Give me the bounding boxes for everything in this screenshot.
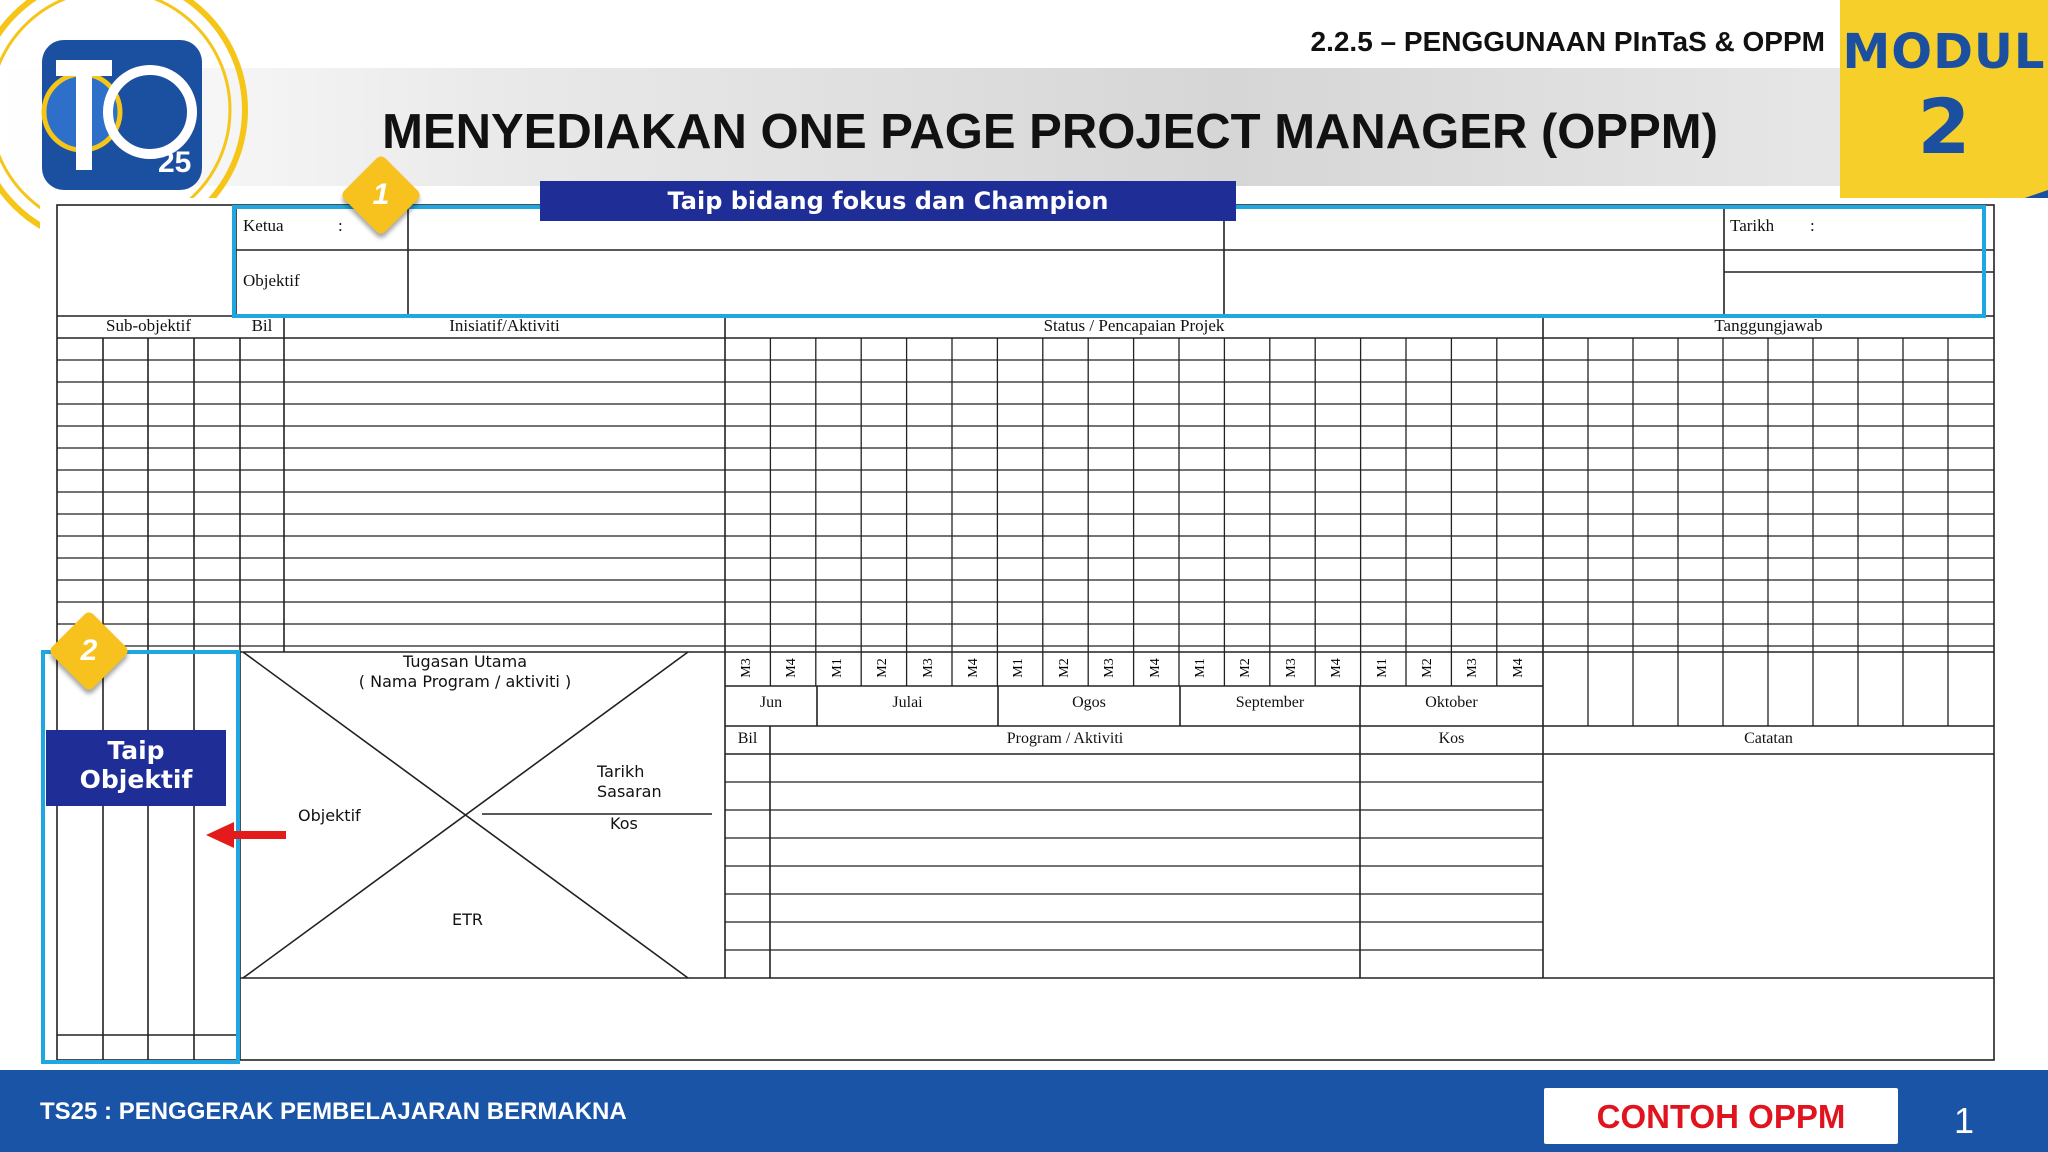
month-ogos: Ogos bbox=[1072, 694, 1106, 711]
month-jun: Jun bbox=[759, 694, 783, 711]
week-label: M1 bbox=[1193, 658, 1208, 678]
kos-header: Kos bbox=[1438, 730, 1465, 747]
tarikh-sasaran-line1: Tarikh bbox=[597, 762, 645, 781]
week-label: M4 bbox=[966, 658, 981, 678]
bil-header: Bil bbox=[251, 316, 273, 335]
week-label: M2 bbox=[1420, 658, 1435, 678]
callout-2-line2: Objektif bbox=[79, 765, 193, 794]
week-label: M1 bbox=[1374, 658, 1390, 678]
bil-lower-header: Bil bbox=[737, 730, 758, 747]
week-label: M4 bbox=[1147, 658, 1163, 678]
week-label: M1 bbox=[829, 658, 845, 678]
callout-2-number: 2 bbox=[80, 634, 98, 667]
week-label: M4 bbox=[1510, 658, 1526, 678]
callout-2-line1: Taip bbox=[107, 736, 165, 765]
ketua-colon: : bbox=[338, 216, 343, 235]
week-label: M2 bbox=[1238, 658, 1254, 678]
callout-1-frame bbox=[232, 205, 1986, 318]
page-number: 1 bbox=[1954, 1100, 1975, 1141]
contoh-label: CONTOH OPPM bbox=[1596, 1098, 1846, 1135]
tugasan-utama-label: Tugasan Utama bbox=[403, 652, 527, 671]
week-label: M3 bbox=[1283, 658, 1299, 678]
nama-program-label: ( Nama Program / aktiviti ) bbox=[358, 672, 572, 691]
week-label: M3 bbox=[920, 658, 936, 678]
left-arrow-icon bbox=[206, 820, 288, 850]
month-september: September bbox=[1235, 694, 1305, 711]
diagram-objektif-label: Objektif bbox=[298, 806, 361, 825]
tarikh-label: Tarikh bbox=[1730, 216, 1775, 235]
tarikh-colon: : bbox=[1810, 216, 1815, 235]
program-aktiviti-header: Program / Aktiviti bbox=[1006, 730, 1124, 747]
callout-1-number: 1 bbox=[372, 178, 390, 211]
week-label: M4 bbox=[1329, 658, 1345, 678]
week-label: M3 bbox=[739, 658, 754, 678]
week-label: M1 bbox=[1011, 658, 1027, 678]
week-label: M3 bbox=[1102, 658, 1118, 678]
section-code: 2.2.5 – PENGGUNAAN PInTaS & OPPM bbox=[1310, 26, 1825, 57]
tanggungjawab-header: Tanggungjawab bbox=[1714, 316, 1823, 335]
status-header: Status / Pencapaian Projek bbox=[1043, 316, 1225, 335]
week-label: M3 bbox=[1465, 658, 1481, 678]
inisiatif-header: Inisiatif/Aktiviti bbox=[449, 316, 560, 335]
week-label: M4 bbox=[784, 658, 800, 678]
tarikh-sasaran-line2: Sasaran bbox=[597, 782, 662, 801]
week-label: M2 bbox=[875, 658, 891, 678]
etr-label: ETR bbox=[452, 910, 483, 929]
sub-objektif-header: Sub-objektif bbox=[106, 316, 191, 335]
catatan-header: Catatan bbox=[1744, 730, 1793, 747]
month-oktober: Oktober bbox=[1425, 694, 1478, 711]
objektif-label: Objektif bbox=[243, 271, 300, 290]
ketua-label: Ketua bbox=[243, 216, 284, 235]
modul-label: MODUL bbox=[1842, 24, 2046, 80]
modul-number: 2 bbox=[1917, 82, 1971, 171]
callout-2-frame bbox=[41, 650, 240, 1064]
month-julai: Julai bbox=[892, 694, 923, 711]
callout-2-box bbox=[46, 730, 226, 806]
page-title: MENYEDIAKAN ONE PAGE PROJECT MANAGER (OPPM) bbox=[382, 105, 1718, 159]
callout-1-text: Taip bidang fokus dan Champion bbox=[540, 181, 1236, 221]
footer-tagline: TS25 : PENGGERAK PEMBELAJARAN BERMAKNA bbox=[40, 1098, 627, 1125]
diagram-kos-label: Kos bbox=[610, 814, 638, 833]
week-label: M2 bbox=[1056, 658, 1072, 678]
logo-number: 25 bbox=[158, 146, 192, 179]
